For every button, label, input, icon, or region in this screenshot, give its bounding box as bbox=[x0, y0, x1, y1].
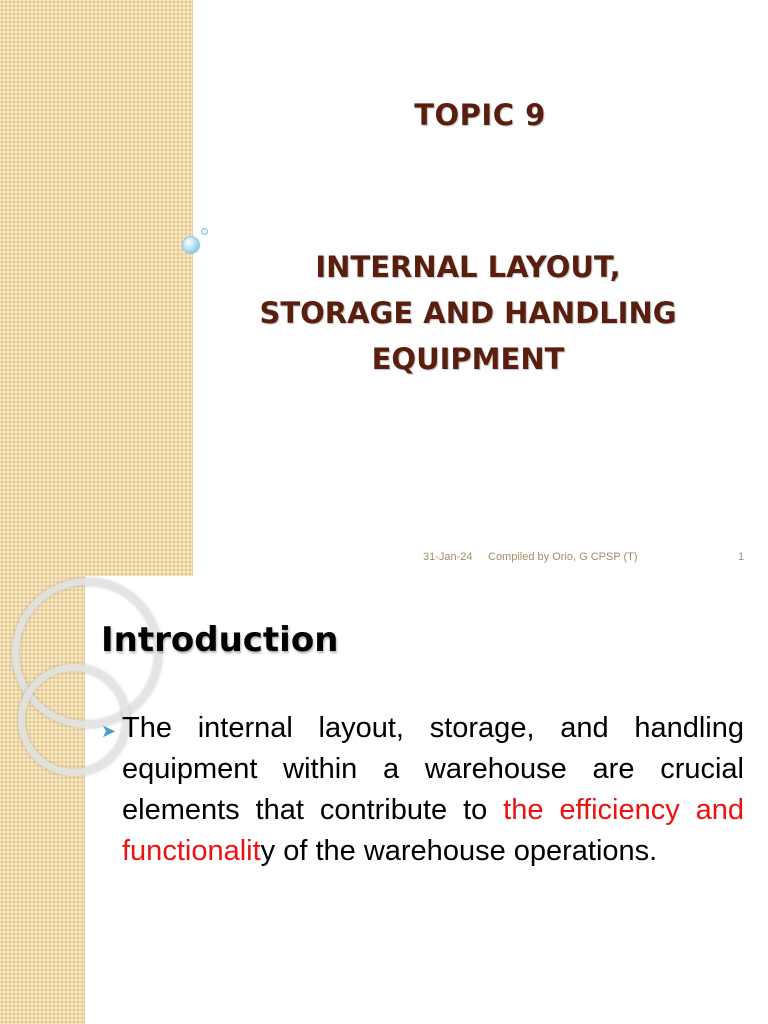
bullet-text-part-1: The internal layout, storage, and handling equipment within a warehouse are crucial elements that contribute to bbox=[122, 712, 744, 826]
title-line-2: STORAGE AND HANDLING bbox=[259, 296, 677, 330]
ring-decoration-icon bbox=[18, 664, 130, 776]
slide-title bbox=[216, 244, 720, 382]
content-slide bbox=[0, 576, 768, 1024]
bubble-large-icon bbox=[182, 236, 200, 254]
highlighted-text: the efficiency and functionalit bbox=[122, 794, 744, 867]
footer-credit: Compiled by Orio, G CPSP (T) bbox=[488, 551, 638, 563]
bubble-small-icon bbox=[201, 228, 208, 235]
bullet-text bbox=[122, 708, 744, 872]
arrow-bullet-icon: ➤ bbox=[101, 721, 117, 742]
bullet-text-part-2: y of the warehouse operations. bbox=[260, 835, 658, 867]
band-edge bbox=[192, 0, 193, 576]
title-line-3: EQUIPMENT bbox=[371, 342, 565, 376]
footer-date: 31-Jan-24 bbox=[423, 551, 473, 563]
topic-title: TOPIC 9 bbox=[414, 98, 546, 132]
section-heading: Introduction bbox=[101, 620, 339, 660]
title-line-1: INTERNAL LAYOUT, bbox=[315, 250, 621, 284]
decorative-band bbox=[0, 0, 192, 576]
page-number: 1 bbox=[738, 551, 745, 563]
